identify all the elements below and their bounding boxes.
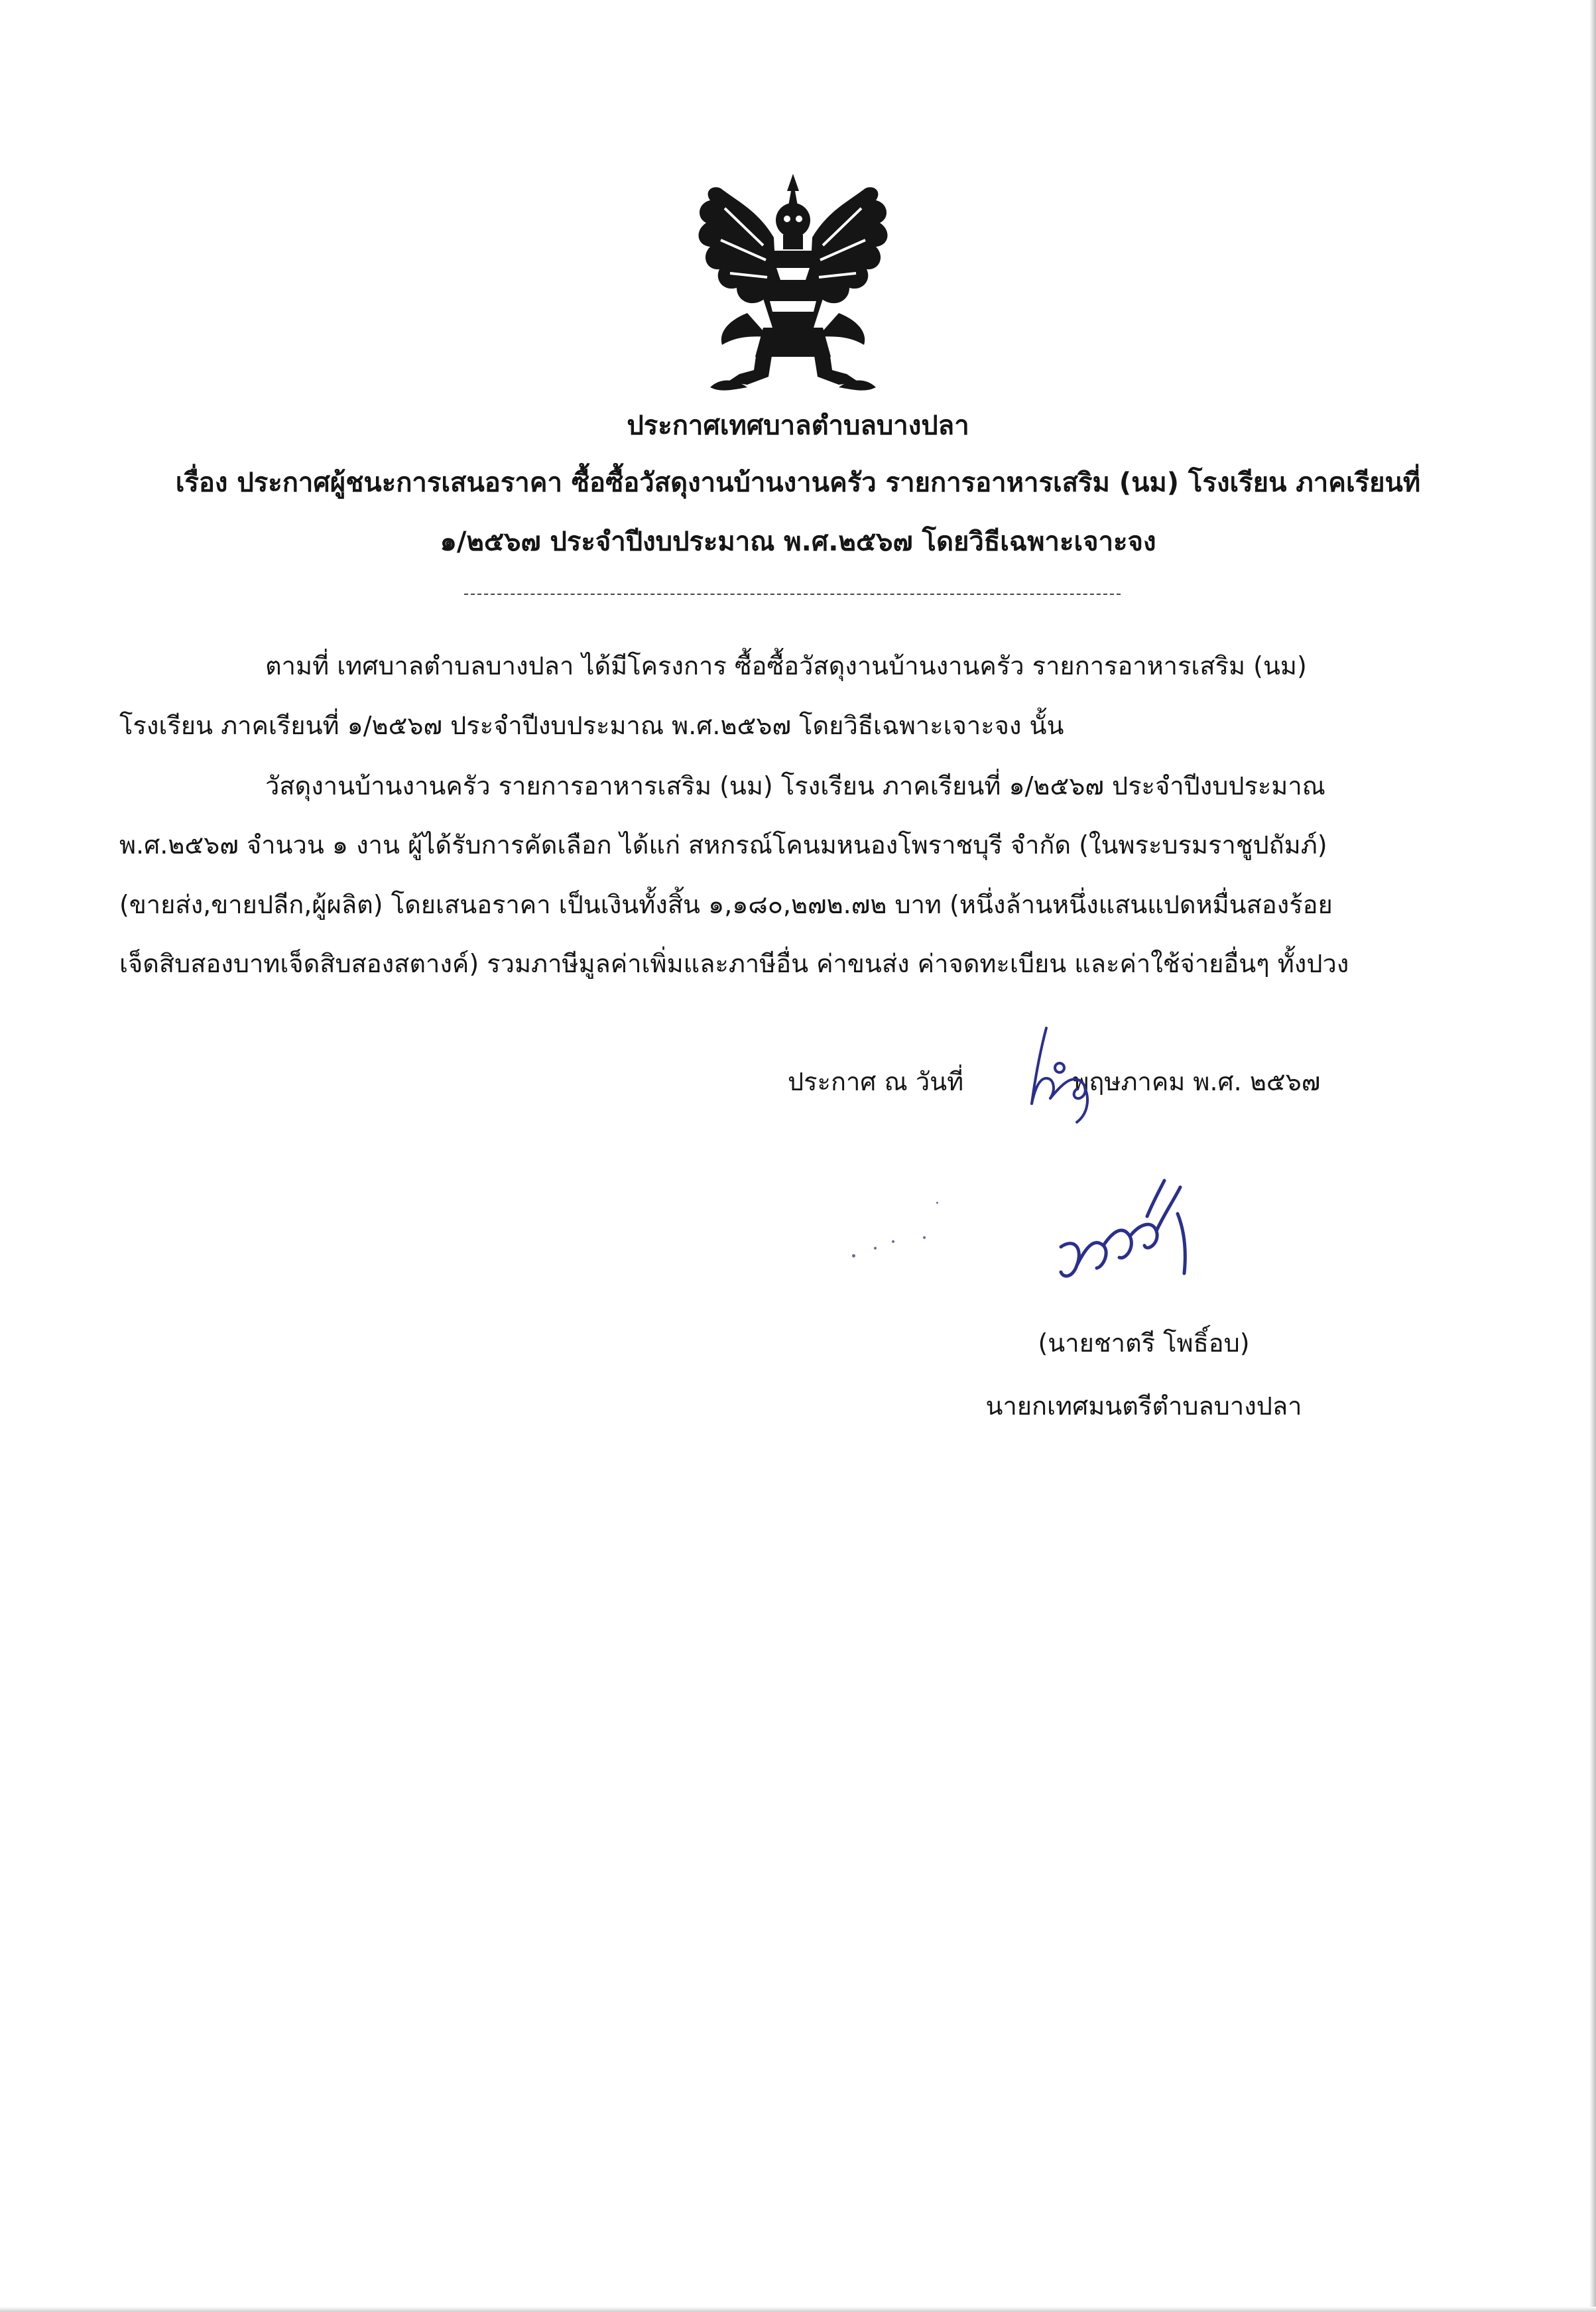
date-suffix: พฤษภาคม พ.ศ. ๒๕๖๗: [1072, 1067, 1321, 1096]
handwritten-day-mark: [1024, 1021, 1110, 1127]
scan-speck: [936, 1202, 938, 1204]
scan-edge-right: [1589, 0, 1596, 2312]
scan-speck: [874, 1247, 877, 1250]
scan-speck: [923, 1236, 926, 1239]
signer-name: (นายชาตรี โพธิ์อบ): [1038, 1328, 1250, 1358]
paragraph-2-line-2: พ.ศ.๒๕๖๗ จำนวน ๑ งาน ผู้ได้รับการคัดเลือก ได้แก่ สหกรณ์โคนมหนองโพราชบุรี จำกัด (ในพระบรมราชูปถัมภ์): [119, 830, 1327, 860]
garuda-emblem-icon: [684, 171, 902, 403]
paragraph-1-line-2: โรงเรียน ภาคเรียนที่ ๑/๒๕๖๗ ประจำปีงบประมาณ พ.ศ.๒๕๖๗ โดยวิธีเฉพาะเจาะจง นั้น: [119, 711, 1064, 740]
paragraph-2-line-4: เจ็ดสิบสองบาทเจ็ดสิบสองสตางค์) รวมภาษีมูลค่าเพิ่มและภาษีอื่น ค่าขนส่ง ค่าจดทะเบียน และค่าใช้จ่ายอื่นๆ ทั้งปวง: [119, 949, 1349, 978]
scan-speck: [892, 1240, 894, 1243]
signature-mark: [1048, 1174, 1200, 1293]
signer-position: นายกเทศมนตรีตำบลบางปลา: [985, 1391, 1302, 1421]
scan-speck: [852, 1254, 855, 1257]
subject-line-1: เรื่อง ประกาศผู้ชนะการเสนอราคา ซื้อซื้อวัสดุงานบ้านงานครัว รายการอาหารเสริม (นม) โรงเรียน ภาคเรียนที่: [175, 468, 1421, 498]
paragraph-2-line-3: (ขายส่ง,ขายปลีก,ผู้ผลิต) โดยเสนอราคา เป็นเงินทั้งสิ้น ๑,๑๘๐,๒๗๒.๗๒ บาท (หนึ่งล้านหนึ่งแสนแปดหมื่นสองร้อย: [119, 890, 1333, 919]
paragraph-2-line-1: วัสดุงานบ้านงานครัว รายการอาหารเสริม (นม) โรงเรียน ภาคเรียนที่ ๑/๒๕๖๗ ประจำปีงบประมาณ: [265, 771, 1325, 801]
scan-edge-bottom: [0, 2307, 1596, 2312]
paragraph-1-line-1: ตามที่ เทศบาลตำบลบางปลา ได้มีโครงการ ซื้อซื้อวัสดุงานบ้านงานครัว รายการอาหารเสริม (นม): [265, 651, 1307, 680]
document-title: ประกาศเทศบาลตำบลบางปลา: [627, 411, 969, 441]
subject-line-2: ๑/๒๕๖๗ ประจำปีงบประมาณ พ.ศ.๒๕๖๗ โดยวิธีเฉพาะเจาะจง: [440, 527, 1156, 557]
separator-line: [464, 594, 1121, 595]
date-prefix: ประกาศ ณ วันที่: [788, 1067, 964, 1096]
